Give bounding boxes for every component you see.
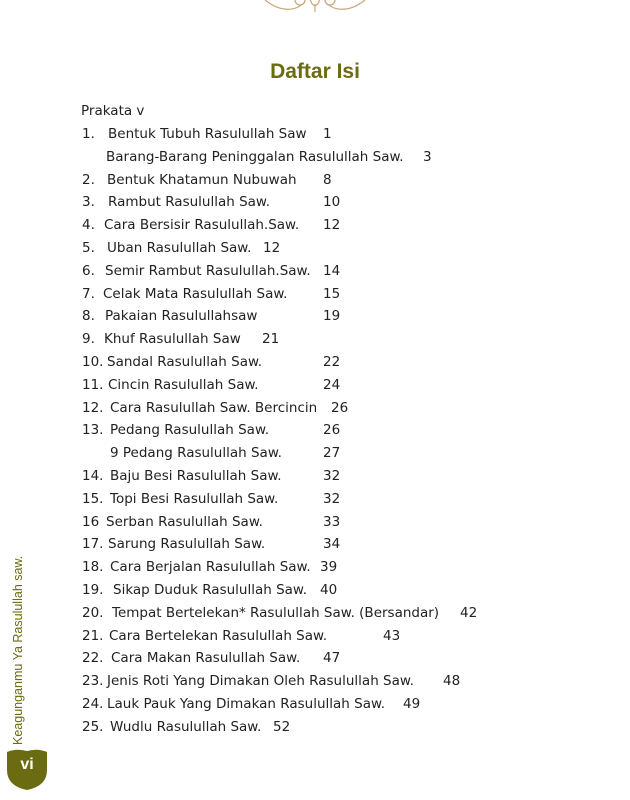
entry-number: 3. (82, 194, 95, 211)
entry-title: Jenis Roti Yang Dimakan Oleh Rasulullah Saw. (107, 673, 414, 690)
entry-page: 40 (320, 582, 338, 598)
entry-page: 49 (403, 696, 421, 712)
entry-title: Cara Rasulullah Saw. Bercincin (110, 399, 318, 416)
entry-page: 19 (323, 308, 341, 325)
entry-number: 15. (82, 490, 104, 507)
entry-number: 17. (82, 536, 104, 553)
entry-number: 11. (82, 376, 104, 393)
entry-page: 22 (323, 354, 341, 370)
entry-number: 14. (82, 468, 104, 484)
entry-page: 43 (383, 627, 401, 644)
entry-number: 5. (82, 240, 95, 256)
entry-title: Wudlu Rasulullah Saw. (110, 718, 262, 735)
entry-number: 8. (82, 308, 95, 325)
entry-number: 1. (82, 126, 95, 142)
entry-title: Semir Rambut Rasulullah.Saw. (105, 262, 311, 279)
entry-title: Sandal Rasulullah Saw. (107, 354, 263, 370)
entry-page: 1 (323, 126, 332, 142)
entry-page: 39 (320, 559, 338, 576)
entry-page: 24 (323, 376, 341, 393)
entry-title: Tempat Bertelekan* Rasulullah Saw. (Bersandar) (112, 604, 440, 621)
entry-number: 25. (82, 718, 104, 735)
entry-title: Celak Mata Rasulullah Saw. (103, 285, 288, 302)
entry-page: 10 (323, 194, 341, 211)
entry-title: Khuf Rasulullah Saw (104, 331, 241, 348)
entry-number: 22. (82, 650, 104, 667)
entry-title: Lauk Pauk Yang Dimakan Rasulullah Saw. (107, 696, 386, 712)
entry-number: 13. (82, 422, 104, 439)
entry-title: 9 Pedang Rasulullah Saw. (110, 445, 282, 462)
entry-number: 16 (82, 513, 100, 530)
entry-number: 24. (82, 696, 104, 712)
entry-page: 3 (423, 148, 432, 165)
page-number: vi (20, 756, 34, 773)
entry-number: 6. (82, 262, 95, 279)
running-title: Keagunganmu Ya Rasulullah saw. (11, 555, 25, 745)
entry-page: 8 (323, 171, 332, 188)
entry-number: 4. (82, 217, 95, 234)
entry-page: 12 (323, 217, 341, 234)
entry-page: 26 (323, 422, 341, 439)
entry-page: 21 (262, 331, 280, 348)
entry-page: 12 (263, 240, 281, 256)
entry-number: 7. (82, 285, 95, 302)
entry-title: Rambut Rasulullah Saw. (108, 194, 271, 211)
floral-ornament (260, 0, 370, 14)
entry-title: Cara Berjalan Rasulullah Saw. (110, 559, 311, 576)
entry-title: Uban Rasulullah Saw. (107, 240, 252, 256)
entry-page: 32 (323, 490, 341, 507)
entry-title: Baju Besi Rasulullah Saw. (110, 468, 282, 484)
entry-title: Cincin Rasulullah Saw. (108, 376, 259, 393)
entry-page: 15 (323, 285, 341, 302)
entry-page: 32 (323, 468, 341, 484)
entry-number: 2. (82, 171, 95, 188)
entry-number: 19. (82, 582, 104, 598)
entry-title: Bentuk Tubuh Rasulullah Saw (108, 126, 307, 142)
entry-number: 21. (82, 627, 104, 644)
entry-page: 52 (273, 718, 291, 735)
entry-number: 18. (82, 559, 104, 576)
entry-number: 23. (82, 673, 104, 690)
entry-page: 27 (323, 445, 341, 462)
entry-page: 33 (323, 513, 341, 530)
entry-title: Pedang Rasulullah Saw. (110, 422, 270, 439)
entry-title: Sarung Rasulullah Saw. (108, 536, 266, 553)
toc-prakata: Prakata v (81, 103, 145, 119)
entry-number: 12. (82, 399, 104, 416)
entry-number: 9. (82, 331, 95, 348)
entry-number: 20. (82, 604, 104, 621)
entry-number: 10. (82, 354, 104, 370)
entry-page: 26 (331, 399, 349, 416)
entry-page: 34 (323, 536, 341, 553)
entry-title: Barang-Barang Peninggalan Rasulullah Saw. (106, 148, 404, 165)
entry-page: 14 (323, 262, 341, 279)
entry-page: 47 (323, 650, 341, 667)
entry-title: Pakaian Rasulullahsaw (105, 308, 258, 325)
entry-title: Cara Bersisir Rasulullah.Saw. (104, 217, 300, 234)
entry-title: Topi Besi Rasulullah Saw. (110, 490, 279, 507)
entry-title: Sikap Duduk Rasulullah Saw. (113, 582, 308, 598)
entry-title: Bentuk Khatamun Nubuwah (107, 171, 297, 188)
entry-title: Cara Bertelekan Rasulullah Saw. (109, 627, 328, 644)
entry-page: 48 (443, 673, 461, 690)
page-title: Daftar Isi (270, 60, 360, 83)
entry-title: Serban Rasulullah Saw. (106, 513, 263, 530)
entry-title: Cara Makan Rasulullah Saw. (111, 650, 301, 667)
entry-page: 42 (460, 604, 478, 621)
